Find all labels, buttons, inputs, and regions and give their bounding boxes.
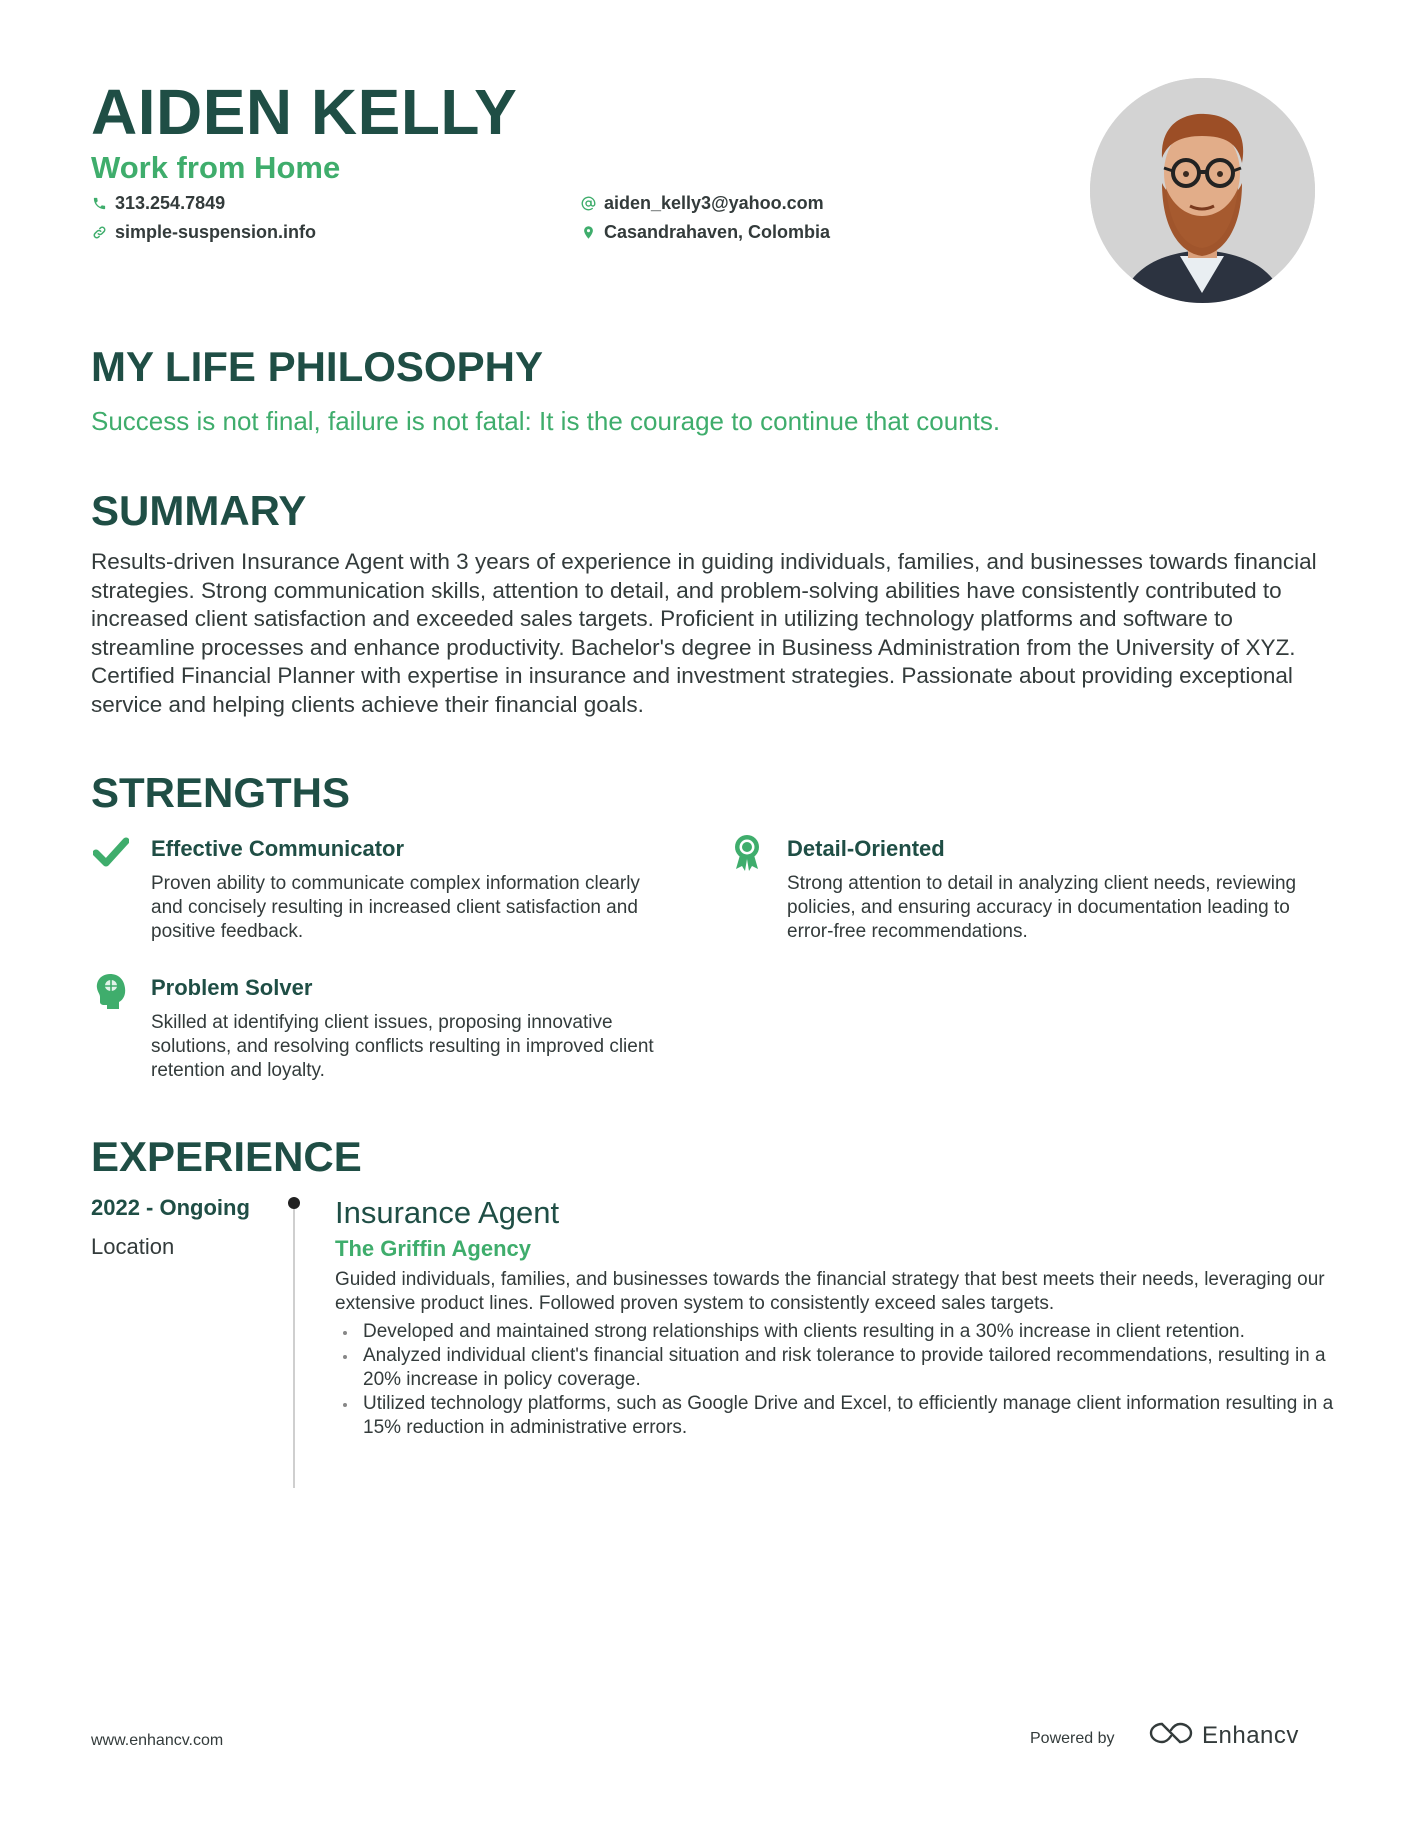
- experience-bullet: [335, 1392, 1335, 1440]
- experience-role: Insurance Agent: [335, 1195, 560, 1230]
- location-pin-icon: [580, 224, 596, 240]
- at-sign-icon: [580, 195, 596, 211]
- strength-description: Strong attention to detail in analyzing client needs, reviewing policies, and ensuring accuracy in documentation leading to error-free recommendations.: [787, 873, 1297, 942]
- bullet-dot: [343, 1403, 347, 1407]
- candidate-headline: Work from Home: [91, 150, 341, 185]
- candidate-name: AIDEN KELLY: [91, 76, 518, 148]
- experience-bullet-text: Utilized technology platforms, such as Google Drive and Excel, to efficiently manage client information resulting in a 15% reduction in administrative errors.: [363, 1393, 1334, 1438]
- bullet-dot: [343, 1355, 347, 1359]
- head-brain-icon: [91, 971, 131, 1011]
- experience-bullet: [335, 1320, 1335, 1344]
- phone-text: 313.254.7849: [115, 193, 226, 213]
- summary-text: Results-driven Insurance Agent with 3 years of experience in guiding individuals, families, and businesses towards financial strategies. Strong communication skills, attention to detail, and problem-solving abilities have consistently contributed to increased client satisfaction and exceeded sales targets. Proficient in utilizing technology platforms and software to streamline processes and enhance productivity. Bachelor's degree in Business Administration from the University of XYZ. Certified Financial Planner with expertise in insurance and investment strategies. Passionate about providing exceptional service and helping clients achieve their financial goals.: [91, 549, 1317, 717]
- contact-location: [580, 220, 830, 244]
- strength-description: Skilled at identifying client issues, proposing innovative solutions, and resolving conflicts resulting in improved client retention and loyalty.: [151, 1012, 654, 1081]
- footer-powered-by: Powered by: [1030, 1730, 1115, 1747]
- enhancv-logo[interactable]: [1148, 1720, 1299, 1751]
- checkmark-icon: [91, 832, 131, 872]
- timeline-line: [293, 1208, 295, 1488]
- phone-icon: [91, 195, 107, 211]
- section-title-strengths: STRENGTHS: [91, 769, 351, 816]
- enhancv-logo-icon: [1148, 1720, 1194, 1751]
- experience-description: Guided individuals, families, and businesses towards the financial strategy that best meets their needs, leveraging our extensive product lines. Followed proven system to consistently exceed sales targets.: [335, 1269, 1325, 1314]
- strength-title: Effective Communicator: [151, 836, 405, 861]
- strength-description: Proven ability to communicate complex information clearly and concisely resulting in increased client satisfaction and positive feedback.: [151, 873, 640, 942]
- bullet-dot: [343, 1331, 347, 1335]
- experience-bullet-text: Developed and maintained strong relationships with clients resulting in a 30% increase in client retention.: [363, 1321, 1245, 1342]
- experience-company: The Griffin Agency: [335, 1236, 531, 1261]
- footer-website-link[interactable]: www.enhancv.com: [91, 1732, 224, 1749]
- email-text: aiden_kelly3@yahoo.com: [604, 193, 824, 213]
- contact-phone[interactable]: [91, 191, 225, 215]
- experience-bullet: [335, 1344, 1335, 1392]
- award-ribbon-icon: [727, 832, 767, 872]
- experience-location: Location: [91, 1234, 175, 1259]
- section-title-summary: SUMMARY: [91, 487, 307, 534]
- experience-bullet-text: Analyzed individual client's financial situation and risk tolerance to provide tailored recommendations, resulting in a 20% increase in policy coverage.: [363, 1345, 1326, 1390]
- location-text: Casandrahaven, Colombia: [604, 222, 831, 242]
- timeline-dot: [288, 1197, 300, 1209]
- philosophy-quote: Success is not final, failure is not fatal: It is the courage to continue that counts.: [91, 406, 1001, 436]
- section-title-philosophy: MY LIFE PHILOSOPHY: [91, 343, 543, 390]
- contact-email[interactable]: [580, 191, 824, 215]
- strength-title: Detail-Oriented: [787, 836, 945, 861]
- link-icon: [91, 224, 107, 240]
- strength-title: Problem Solver: [151, 975, 313, 1000]
- website-text: simple-suspension.info: [115, 222, 317, 242]
- profile-photo: [1090, 78, 1315, 303]
- experience-dates: 2022 - Ongoing: [91, 1195, 250, 1220]
- enhancv-logo-text: Enhancv: [1202, 1721, 1299, 1749]
- experience-bullets: [335, 1320, 1335, 1440]
- contact-website[interactable]: [91, 220, 316, 244]
- section-title-experience: EXPERIENCE: [91, 1133, 362, 1180]
